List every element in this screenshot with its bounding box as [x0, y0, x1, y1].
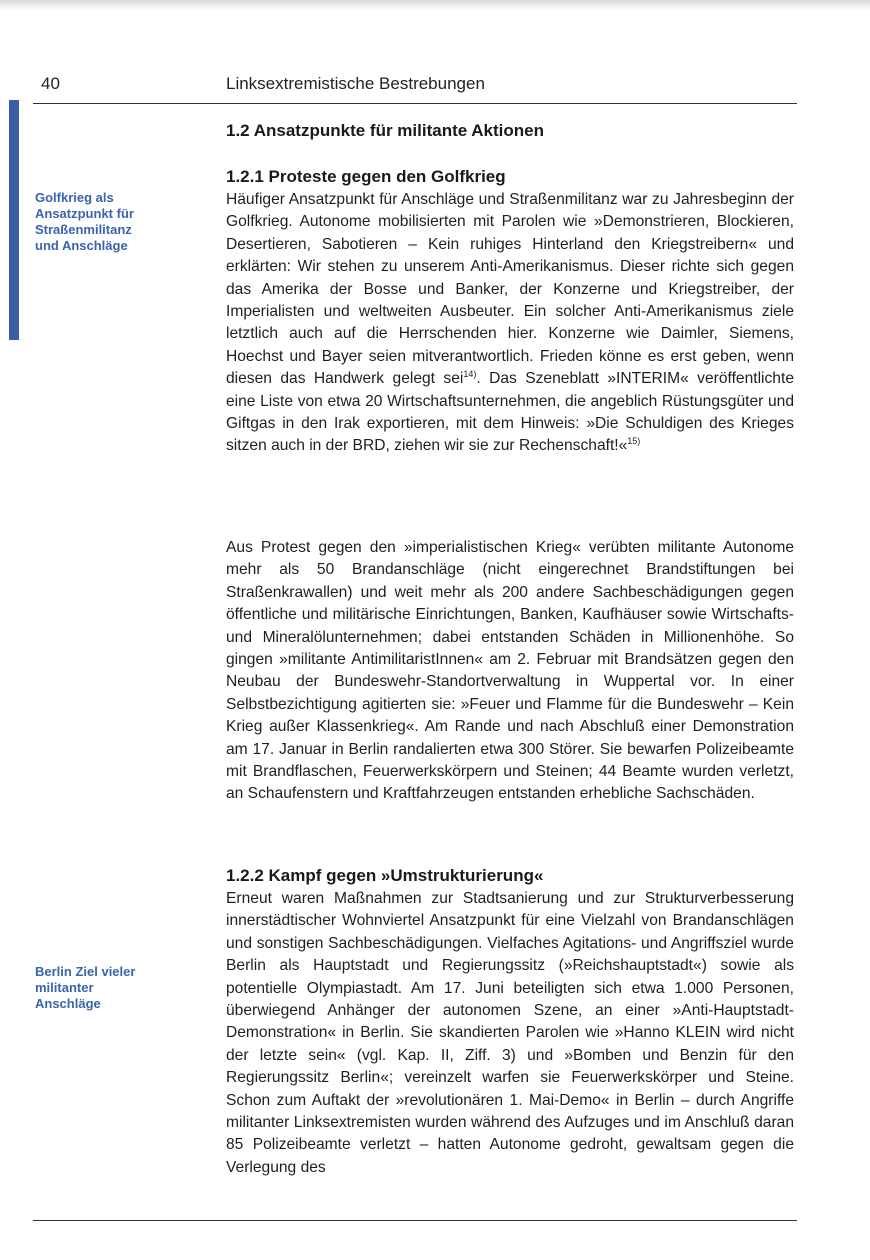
subsection-golfkrieg — [226, 165, 794, 458]
paragraph-text: . Das Szeneblatt »INTERIM« veröffentlichte eine Liste von etwa 20 Wirtschaftsunternehmen, die angeblich Rüstungsgüter und Giftgas in den Irak exportieren, mit dem Hinweis: »Die Schuldigen des Krieges sitzen auch in der BRD, ziehen wir sie zur Rechenschaft!« — [226, 370, 794, 455]
section-title: 1.2 Ansatzpunkte für militante Aktionen — [226, 121, 545, 140]
sidenote-line: Ansatzpunkt für — [35, 206, 134, 221]
body-paragraph — [226, 189, 794, 458]
running-title: Linksextremistische Bestrebungen — [226, 74, 485, 93]
footnote-reference: 15) — [627, 436, 641, 447]
subsection-umstrukturierung — [226, 864, 794, 1179]
subsection-title: 1.2.2 Kampf gegen »Umstrukturierung« — [226, 866, 544, 885]
sidenote-line: Straßenmilitanz — [35, 222, 132, 237]
sidenote-line: Berlin Ziel vieler — [35, 964, 136, 979]
sidenote-line: militanter — [35, 980, 94, 995]
body-paragraph: Erneut waren Maßnahmen zur Stadtsanierung und zur Strukturverbesserung innerstädtischer Wohnviertel Ansatzpunkt für eine Vielzahl von Brandanschlägen und sonstigen Sachbeschädigungen. Vielfaches Agitations- und Angriffsziel wurde Berlin als Hauptstadt und Regierungssitz (»Reichshauptstadt«) sowie als potentielle Olympiastadt. Am 17. Juni beteiligten sich etwa 1.000 Personen, überwiegend Anhänger der autonomen Szene, an einer »Anti-Hauptstadt-Demonstration« in Berlin. Sie skandierten Parolen wie »Hanno KLEIN wird nicht der letzte sein« (vgl. Kap. II, Ziff. 3) und »Bomben und Benzin für den Regierungssitz Berlin«; vereinzelt warfen sie Feuerwerkskörper und Steine. Schon zum Auftakt der »revolutionären 1. Mai-Demo« in Berlin – durch Angriffe militanter Linksextremisten wurden während des Aufzuges und im Anschluß daran 85 Polizeibeamte verletzt – hatten Autonome gedroht, gewaltsam gegen die Verlegung des — [226, 890, 794, 1176]
header-rule — [33, 103, 797, 104]
body-paragraph: Aus Protest gegen den »imperialistischen Krieg« verübten militante Autonome mehr als 50 Brandanschläge (nicht eingerechnet Brandstiftungen bei Straßenkrawallen) und weit mehr als 200 andere Sachbeschädigungen gegen öffentliche und militärische Einrichtungen, Banken, Kaufhäuser sowie Wirtschafts- und Mineralölunternehmen; dabei entstanden Schäden in Millionenhöhe. So gingen »militante AntimilitaristInnen« am 2. Februar mit Brandsätzen gegen den Neubau der Bundeswehr-Standortverwaltung in Wuppertal vor. In einer Selbstbezichtigung agitierten sie: »Feuer und Flamme für die Bundeswehr – Kein Krieg außer Klassenkrieg«. Am Rande und nach Abschluß einer Demonstration am 17. Januar in Berlin randalierten etwa 300 Störer. Sie bewarfen Polizeibeamte mit Brandflaschen, Feuerwerkskörpern und Steinen; 44 Beamte wurden verletzt, an Schaufenstern und Kraftfahrzeugen entstanden erhebliche Sachschäden. — [226, 539, 794, 803]
footer-rule — [33, 1220, 797, 1221]
paragraph-brandanschlaege — [226, 537, 794, 806]
paragraph-text: Häufiger Ansatzpunkt für Anschläge und Straßenmilitanz war zu Jahresbeginn der Golfkrieg. Autonome mobilisierten mit Parolen wie »Demonstrieren, Blockieren, Desertieren, Sabotieren – Kein ruhiges Hinterland den Kriegstreibern« und erklärten: Wir stehen zu unserem Anti-Amerikanismus. Dieser richte sich gegen das Amerika der Bosse und Banker, der Konzerne und Kriegstreiber, der Imperialisten und weltweiten Ausbeuter. Ein solcher Anti-Amerikanismus ziele letztlich auch auf die Herrschenden hier. Konzerne wie Daimler, Siemens, Hoechst und Bayer seien mitverantwortlich. Frieden könne es erst geben, wenn diesen das Handwerk gelegt sei — [226, 191, 794, 388]
chapter-marker-bar — [9, 100, 19, 340]
footnote-reference: 14) — [463, 369, 477, 380]
page-number: 40 — [41, 74, 60, 93]
subsection-title: 1.2.1 Proteste gegen den Golfkrieg — [226, 167, 506, 186]
page-top-edge — [0, 0, 870, 10]
sidenote-golfkrieg — [35, 190, 185, 254]
sidenote-line: und Anschläge — [35, 238, 128, 253]
sidenote-line: Anschläge — [35, 996, 101, 1011]
sidenote-berlin — [35, 964, 185, 1012]
sidenote-line: Golfkrieg als — [35, 190, 114, 205]
